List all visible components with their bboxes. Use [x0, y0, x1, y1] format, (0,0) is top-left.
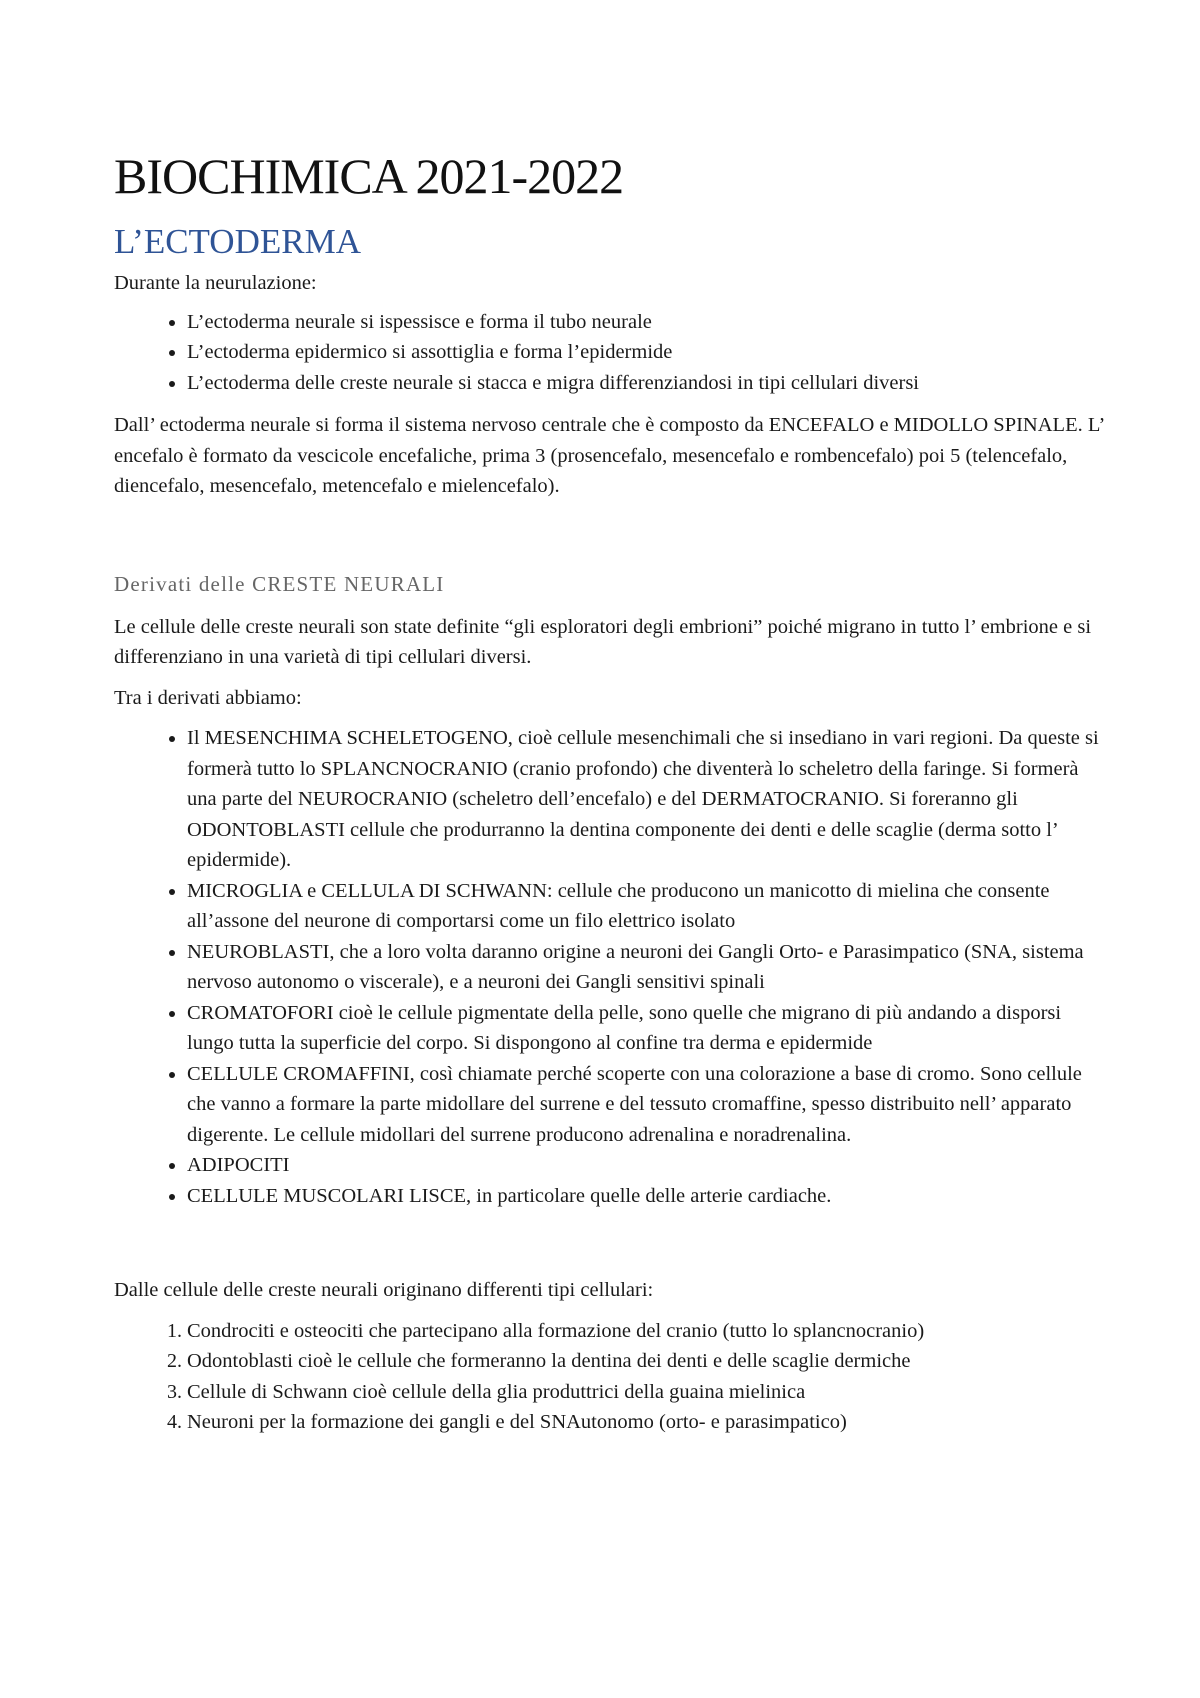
list-item: • CELLULE MUSCOLARI LISCE, in particolare quelle delle arterie cardiache. — [187, 1181, 1104, 1212]
list-item: • L’ectoderma epidermico si assottiglia e forma l’epidermide — [187, 337, 1104, 368]
list-item: • L’ectoderma neurale si ispessisce e forma il tubo neurale — [187, 307, 1104, 338]
list-item: 4. Neuroni per la formazione dei gangli e del SNAutonomo (orto- e parasimpatico) — [187, 1407, 1104, 1438]
paragraph: Le cellule delle creste neurali son state definite “gli esploratori degli embrioni” poiché migrano in tutto l’ embrione e si differenziano in una varietà di tipi cellulari diversi. — [114, 615, 1092, 668]
list-item: • CROMATOFORI cioè le cellule pigmentate della pelle, sono quelle che migrano di più andando a disporsi lungo tutta la superficie del corpo. Si dispongono al confine tra derma e epidermide — [187, 998, 1104, 1059]
list-item: 2. Odontoblasti cioè le cellule che formeranno la dentina dei denti e delle scaglie dermiche — [187, 1346, 1104, 1377]
spacer — [114, 512, 1104, 570]
section-intro: Tra i derivati abbiamo: — [114, 686, 302, 709]
list-item: 3. Cellule di Schwann cioè cellule della glia produttrici della guaina mielinica — [187, 1377, 1104, 1408]
list-item: • NEUROBLASTI, che a loro volta daranno origine a neuroni dei Gangli Orto- e Parasimpatico (SNA, sistema nervoso autonomo o viscerale), e a neuroni dei Gangli sensitivi spinali — [187, 937, 1104, 998]
section-heading-ectoderma: L’ECTODERMA — [114, 222, 361, 261]
list-item: 1. Condrociti e osteociti che partecipano alla formazione del cranio (tutto lo splancnocranio) — [187, 1316, 1104, 1347]
list-item: • ADIPOCITI — [187, 1150, 1104, 1181]
section-intro: Durante la neurulazione: — [114, 272, 317, 294]
document-body — [114, 148, 1104, 1450]
list-item: • MICROGLIA e CELLULA DI SCHWANN: cellule che producono un manicotto di mielina che consente all’assone del neurone di comportarsi come un filo elettrico isolato — [187, 876, 1104, 937]
document-title: BIOCHIMICA 2021-2022 — [114, 148, 624, 204]
list-item: • CELLULE CROMAFFINI, così chiamate perché scoperte con una colorazione a base di cromo. Sono cellule che vanno a formare la parte midollare del surrene e del tessuto cromaffine, spesso distribuito nell’ apparato digerente. Le cellule midollari del surrene producono adrenalina e noradrenalina. — [187, 1059, 1104, 1151]
spacer — [114, 1223, 1104, 1275]
list-item: • Il MESENCHIMA SCHELETOGENO, cioè cellule mesenchimali che si insediano in vari regioni. Da queste si formerà tutto lo SPLANCNOCRANIO (cranio profondo) che diventerà lo scheletro della faringe. Si formerà una parte del NEUROCRANIO (scheletro dell’encefalo) e del DERMATOCRANIO. Si foreranno gli ODONTOBLASTI cellule che produrranno la dentina componente dei denti e delle scaglie (derma sotto l’ epidermide). — [187, 723, 1104, 876]
paragraph: Dall’ ectoderma neurale si forma il sistema nervoso centrale che è composto da ENCEFALO e MIDOLLO SPINALE. L’ encefalo è formato da vescicole encefaliche, prima 3 (prosencefalo, mesencefalo e rombencefalo) poi 5 (telencefalo, diencefalo, mesencefalo, metencefalo e mielencefalo). — [114, 414, 1104, 497]
section-heading-creste-neurali: Derivati delle CRESTE NEURALI — [114, 571, 445, 596]
section-intro: Dalle cellule delle creste neurali originano differenti tipi cellulari: — [114, 1279, 654, 1301]
list-item: • L’ectoderma delle creste neurale si stacca e migra differenziandosi in tipi cellulari diversi — [187, 368, 1104, 399]
bullet-list — [114, 307, 1104, 399]
bullet-list — [114, 723, 1104, 1211]
numbered-list — [114, 1316, 1104, 1438]
